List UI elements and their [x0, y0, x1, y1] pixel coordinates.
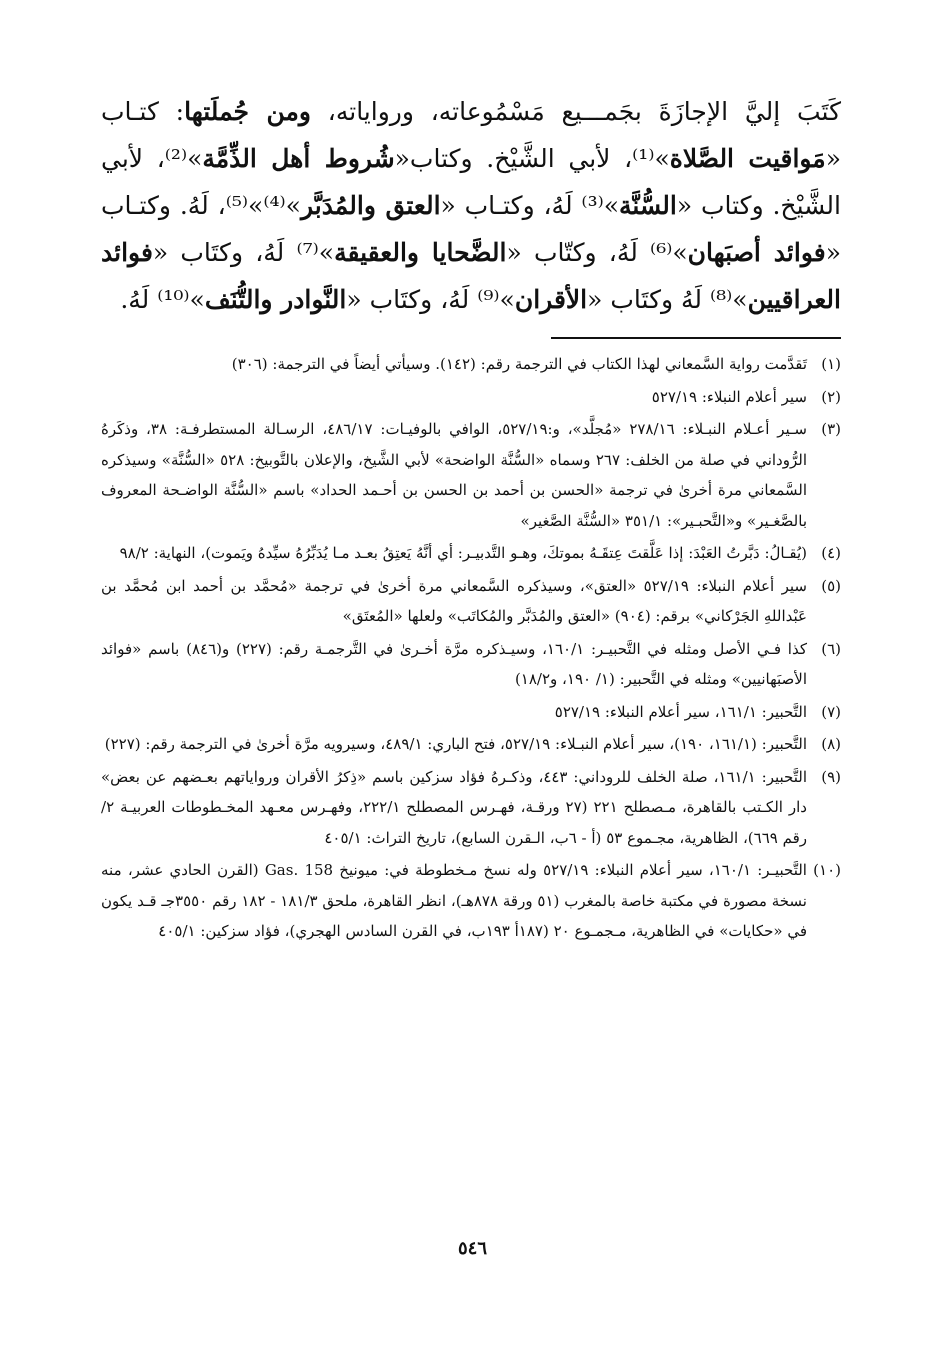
footnote-4 — [101, 538, 841, 569]
footnote-7 — [101, 697, 841, 728]
footnote-10 — [101, 855, 841, 947]
footnote-number: (٣) — [821, 420, 841, 438]
text-run: »⁽²⁾، لأبي الشَّيْخ. وكتاب « — [101, 144, 841, 220]
book-title: النَّوادر والتُّنَف — [204, 285, 347, 314]
footnote-text: التَّحبيـر: ١٦٠/١، سير أعلام النبلاء: ٥٢٧/١٩ وله نسخ مـخطوطة في: ميونيخ Gas. 158 (القرن الحادي عشر، منه نسخة مصورة في مكتبة خاصة بالمغرب (٥١ ورقة ٨٧٨هـ)، انظر القاهرة، ملحق ١٨١/٣ - ١٨٢ رقم ٣٥٥٠جـ قـد يكون في «حكايات» في الظاهرية، مـجمـوع ٢٠ (١٨٧أ ١٩٣ب، في القرن السادس الهجري)، فؤاد سزكين: ٤٠٥/١ — [101, 861, 807, 940]
footnote-number: (٦) — [821, 639, 841, 658]
footnote-number: (٤) — [821, 544, 841, 562]
text-run: »⁽⁸⁾ لَهُ وكتَاب « — [587, 285, 748, 314]
text-run-bold: ومن جُملَتها — [184, 97, 311, 126]
footnote-text: سـير أعـلام النبـلاء: ٢٧٨/١٦ «مُجلَّد»، و:٥٢٧/١٩، الوافي بالوفيـات: ٤٨٦/١٧، الرسـالة المستطرفـة: ٣٨، وذكَرهُ الرُّوداني في صلة من الخلف: ٢٦٧ وسماه «السُّنَّة الواضحة» لأبي الشَّيخ، والإعلان بالتَّوبيخ: ٥٢٨ «السُّنَّة» وسيذكره السَّمعاني مرة أخرىٰ في ترجمة «الحسن بن أحمد بن الحسن بن أحـمد الحداد» باسم «السُّنَّة الواضـحة المعروف بالصَّغـير» و«التَّحبـير»: ٣٥١/١ «السُّنَّة الصَّغير» — [101, 420, 807, 530]
footnote-text: كذا فـي الأصل ومثله في التَّحبيـر: ١٦٠/١، وسيـذكره مرَّة أخـرىٰ في التَّرجمـة رقم: (٢٢٧) و(٨٤٦) باسم «فوائد الأصبَهانيين» ومثله في التَّحبير: (١/ ١٩٠، و١٨/٢) — [101, 639, 807, 688]
book-title: فوائد العراقيين — [101, 238, 841, 314]
footnote-number: (٨) — [821, 735, 841, 753]
footnote-text: سير أعلام النبلاء: ٥٢٧/١٩ «العتق»، وسيذكره السَّمعاني مرة أخرىٰ في ترجمة «مُحمَّد بن أحمد ابن مُحمَّد بن عَبْداللهِ الجَرْكاني» برقم: (٩٠٤) «العتق والمُدَبَّر والمُكاتَب» ولعلها «المُعتَق» — [101, 576, 807, 625]
footnote-text: سير أعلام النبلاء: ٥٢٧/١٩ — [651, 387, 807, 406]
footnote-number: (١٠) — [813, 861, 841, 879]
footnote-2 — [101, 382, 841, 413]
book-title: شُروط أهل الذِّمَّة — [202, 144, 395, 173]
footnotes-list — [101, 349, 841, 947]
footnote-number: (١) — [821, 355, 841, 373]
book-title: الأقران — [514, 285, 588, 314]
text-run: : كتـاب « — [101, 97, 841, 173]
text-run: »⁽³⁾ لَهُ، وكتـاب « — [440, 191, 620, 220]
text-run: »⁽¹⁰⁾ لَهُ. — [120, 285, 205, 314]
footnote-text: التَّحبير: (١٦١/١، ١٩٠)، سير أعلام النبـلاء: ٥٢٧/١٩، فتح الباري: ٤٨٩/١، وسيرويه مرَّة أخرىٰ في الترجمة رقم: (٢٢٧) — [104, 735, 807, 753]
footnote-1 — [101, 349, 841, 380]
footnote-separator — [551, 337, 841, 339]
book-title: مَواقيت الصَّلاة — [669, 144, 826, 173]
text-run: »⁽⁴⁾»⁽⁵⁾، لَهُ. وكتـاب « — [101, 191, 841, 267]
footnote-8 — [101, 729, 841, 760]
book-title: السُّنَّة — [619, 191, 677, 220]
footnote-6 — [101, 634, 841, 695]
text-run: كَتَبَ إليَّ الإجازَةَ بجَمـــيع مَسْمُوعاته، ورواياته، — [311, 97, 841, 126]
footnote-text: (يُقـالُ: دَبَّرتُ العَبْدَ: إذا عَلَّقتَ عِتقَـهُ بموتكَ، وهـو التَّدبيـر: أي أنَّهُ يَعتِقُ بعـد مـا يُدَبِّرُهُ سيِّدهُ ويَموت)، النهاية: ٩٨/٢ — [119, 544, 807, 562]
page-number: ٥٤٦ — [457, 1238, 487, 1259]
text-run: »⁽¹⁾، لأبي الشَّيْخ. وكتاب« — [394, 144, 670, 173]
footnote-text: تَقدَّمت رواية السَّمعاني لهذا الكتاب في الترجمة رقم: (١٤٢). وسيأتي أيضاً في الترجمة: (٣٠٦) — [231, 355, 807, 373]
footnote-text: التَّحبير: ١٦١/١، سير أعلام النبلاء: ٥٢٧/١٩ — [554, 702, 807, 721]
footnote-number: (٩) — [821, 767, 841, 786]
footnote-3 — [101, 414, 841, 536]
footnote-number: (٧) — [821, 702, 841, 721]
footnote-number: (٥) — [821, 576, 841, 595]
book-title: العتق والمُدَبَّر — [300, 191, 441, 220]
book-title: الضَّحايا والعقيقة — [334, 238, 507, 267]
footnote-number: (٢) — [821, 387, 841, 406]
book-title: فوائد أصبَهان — [687, 238, 826, 267]
text-run: »⁽⁶⁾ لَهُ، وكتّاب « — [506, 238, 688, 267]
footnote-text: التَّحبير: ١٦١/١، صلة الخلف للروداني: ٤٤٣، وذكـرهُ فؤاد سزكين باسم «ذِكرُ الأقران ورواياتهم بعـضهم عن بعض» دار الكـتب بالقاهرة، مـصطلح ٢٢١ (٢٧ ورقـة، فهـرس المصطلح ٢٢٢/١، وفهـرس معـهد المخـطوطات العربيـة ٢/رقم ٦٦٩)، الظاهرية، مجـموع ٥٣ (أ - ٦ب، الـقرن السابع)، تاريخ التراث: ٤٠٥/١ — [101, 767, 807, 847]
text-run: »⁽⁹⁾ لَهُ، وكتَاب « — [346, 285, 515, 314]
footnote-5 — [101, 571, 841, 632]
footnote-9 — [101, 762, 841, 854]
page-content — [101, 88, 841, 1288]
main-text — [101, 88, 841, 323]
text-run: »⁽⁷⁾ لَهُ، وكتَاب « — [152, 238, 335, 267]
